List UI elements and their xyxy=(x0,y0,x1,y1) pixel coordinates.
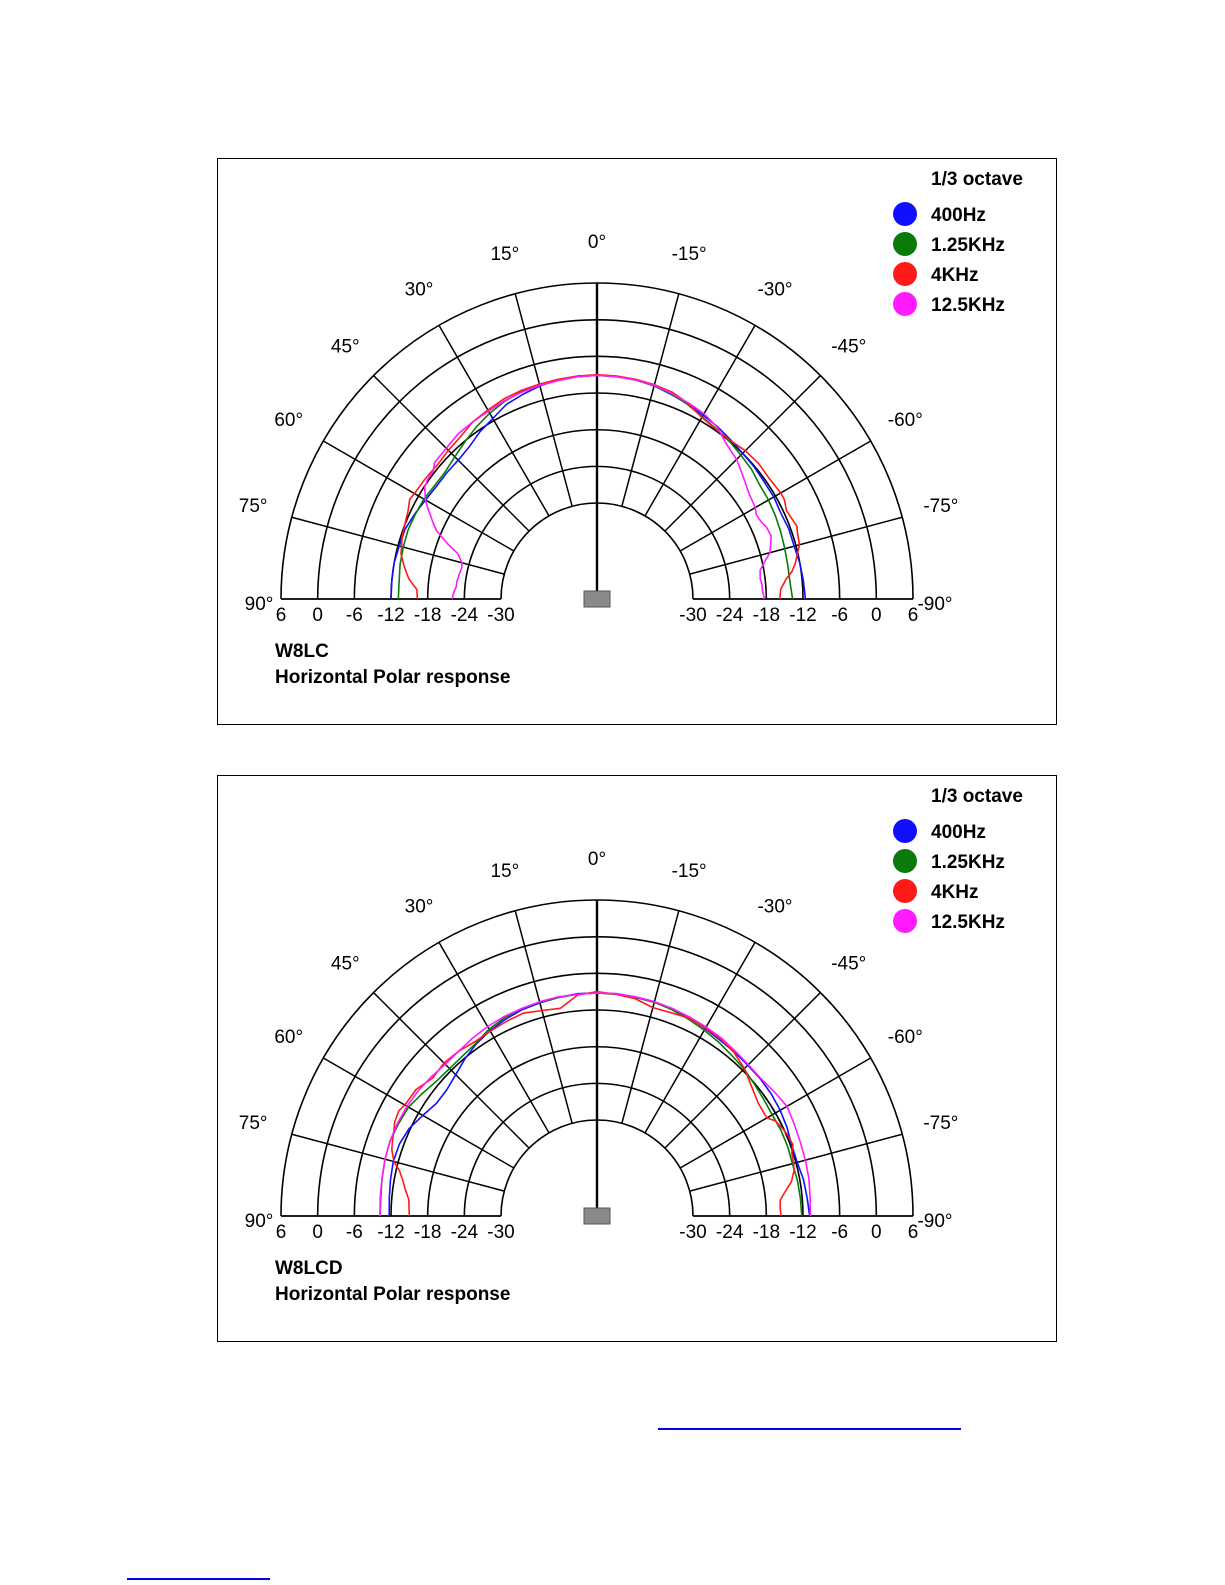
legend-label: 12.5KHz xyxy=(931,912,1005,933)
angle-label: 90° xyxy=(244,1211,274,1233)
angle-labels xyxy=(239,232,959,615)
radial-tick-label: -6 xyxy=(345,1222,363,1243)
speaker-marker xyxy=(584,591,610,607)
radial-tick-label: -24 xyxy=(450,1222,479,1243)
caption-line: Horizontal Polar response xyxy=(275,667,511,688)
legend-label: 400Hz xyxy=(931,822,986,843)
caption-line: W8LC xyxy=(275,641,329,662)
polar-chart-1 xyxy=(218,159,1055,723)
speaker-marker xyxy=(584,1208,610,1224)
radial-tick-label: -12 xyxy=(377,1222,405,1243)
grid-spoke xyxy=(680,1058,871,1168)
legend-swatch xyxy=(893,292,917,316)
grid-spoke xyxy=(292,517,505,574)
grid-spoke xyxy=(374,376,530,532)
angle-label: 45° xyxy=(330,336,360,358)
radial-tick-label: -18 xyxy=(413,605,442,626)
angle-label: 30° xyxy=(404,896,434,918)
grid-spoke xyxy=(439,325,549,516)
angle-label: -15° xyxy=(671,861,707,883)
angle-label: 75° xyxy=(238,495,268,517)
series-curves xyxy=(380,992,810,1216)
radial-tick-label: -6 xyxy=(345,605,363,626)
radial-tick-label: 0 xyxy=(312,605,323,626)
radial-tick-label: -12 xyxy=(789,605,817,626)
radial-tick-label: -24 xyxy=(715,1222,744,1243)
radial-tick-label: -18 xyxy=(752,605,781,626)
series-curves xyxy=(391,375,805,599)
legend-label: 400Hz xyxy=(931,205,986,226)
grid-spoke xyxy=(645,942,755,1133)
radial-tick-label: -30 xyxy=(487,1222,515,1243)
angle-label: -45° xyxy=(831,336,867,358)
legend-label: 1.25KHz xyxy=(931,235,1005,256)
grid-spoke xyxy=(645,325,755,516)
legend-swatch xyxy=(893,202,917,226)
grid-spoke xyxy=(323,441,514,551)
radial-tick-label: 0 xyxy=(871,1222,882,1243)
radial-tick-label: 6 xyxy=(275,605,287,626)
radial-tick-label: 6 xyxy=(275,1222,287,1243)
grid-spoke xyxy=(323,1058,514,1168)
angle-label: 45° xyxy=(330,953,360,975)
radial-tick-label: 0 xyxy=(312,1222,323,1243)
legend-title: 1/3 octave xyxy=(931,169,1023,190)
angle-label: -30° xyxy=(757,896,793,918)
angle-label: 30° xyxy=(404,279,434,301)
legend-swatch xyxy=(893,232,917,256)
legend-label: 4KHz xyxy=(931,882,979,903)
radial-tick-label: -30 xyxy=(487,605,515,626)
angle-label: -60° xyxy=(887,410,923,432)
radial-tick-label: -30 xyxy=(679,605,707,626)
legend-swatch xyxy=(893,909,917,933)
angle-label: 0° xyxy=(587,232,607,254)
angle-label: -30° xyxy=(757,279,793,301)
angle-label: 15° xyxy=(490,861,520,883)
legend-swatch xyxy=(893,879,917,903)
caption-line: W8LCD xyxy=(275,1258,343,1279)
series-line-400Hz xyxy=(389,993,810,1216)
caption-line: Horizontal Polar response xyxy=(275,1284,511,1305)
angle-label: -60° xyxy=(887,1027,923,1049)
radial-tick-label: -30 xyxy=(679,1222,707,1243)
polar-grid xyxy=(281,900,913,1224)
legend-swatch xyxy=(893,262,917,286)
radial-tick-label: -18 xyxy=(752,1222,781,1243)
angle-label: 0° xyxy=(587,849,607,871)
legend-label: 12.5KHz xyxy=(931,295,1005,316)
angle-label: -75° xyxy=(923,495,959,517)
legend-label: 4KHz xyxy=(931,265,979,286)
grid-spoke xyxy=(292,1134,505,1191)
series-line-400Hz xyxy=(391,375,805,599)
radial-tick-label: -6 xyxy=(831,1222,849,1243)
radial-tick-label: -18 xyxy=(413,1222,442,1243)
angle-label: -45° xyxy=(831,953,867,975)
radial-tick-label: 0 xyxy=(871,605,882,626)
legend-swatch xyxy=(893,819,917,843)
series-line-4KHz xyxy=(401,375,800,599)
chart-caption xyxy=(275,641,510,688)
angle-label: -90° xyxy=(917,1211,953,1233)
radial-tick-label: -24 xyxy=(450,605,479,626)
grid-spoke xyxy=(680,441,871,551)
legend xyxy=(893,786,1023,933)
angle-label: 75° xyxy=(238,1112,268,1134)
radial-tick-label: -24 xyxy=(715,605,744,626)
polar-grid xyxy=(281,283,913,607)
radial-tick-label: -12 xyxy=(789,1222,817,1243)
angle-label: 60° xyxy=(274,410,304,432)
angle-label: -90° xyxy=(917,594,953,616)
radial-tick-label: -12 xyxy=(377,605,405,626)
legend xyxy=(893,169,1023,316)
polar-chart-panel-2 xyxy=(217,775,1057,1342)
radial-labels xyxy=(276,1222,919,1243)
angle-label: -75° xyxy=(923,1112,959,1134)
radial-tick-label: 6 xyxy=(907,605,919,626)
grid-spoke xyxy=(690,1134,903,1191)
series-line-1.25KHz xyxy=(380,993,802,1216)
grid-spoke xyxy=(439,942,549,1133)
chart-caption xyxy=(275,1258,510,1305)
footnote-separator xyxy=(127,1578,270,1580)
angle-label: 90° xyxy=(244,594,274,616)
series-line-4KHz xyxy=(392,992,794,1216)
angle-label: 15° xyxy=(490,244,520,266)
legend-label: 1.25KHz xyxy=(931,852,1005,873)
radial-labels xyxy=(276,605,919,626)
polar-chart-panel-1 xyxy=(217,158,1057,725)
angle-labels xyxy=(239,849,959,1232)
hyperlink-underline[interactable] xyxy=(658,1428,961,1430)
radial-tick-label: 6 xyxy=(907,1222,919,1243)
polar-chart-2 xyxy=(218,776,1055,1340)
series-line-1.25KHz xyxy=(398,375,792,599)
radial-tick-label: -6 xyxy=(831,605,849,626)
angle-label: -15° xyxy=(671,244,707,266)
angle-label: 60° xyxy=(274,1027,304,1049)
legend-title: 1/3 octave xyxy=(931,786,1023,807)
legend-swatch xyxy=(893,849,917,873)
